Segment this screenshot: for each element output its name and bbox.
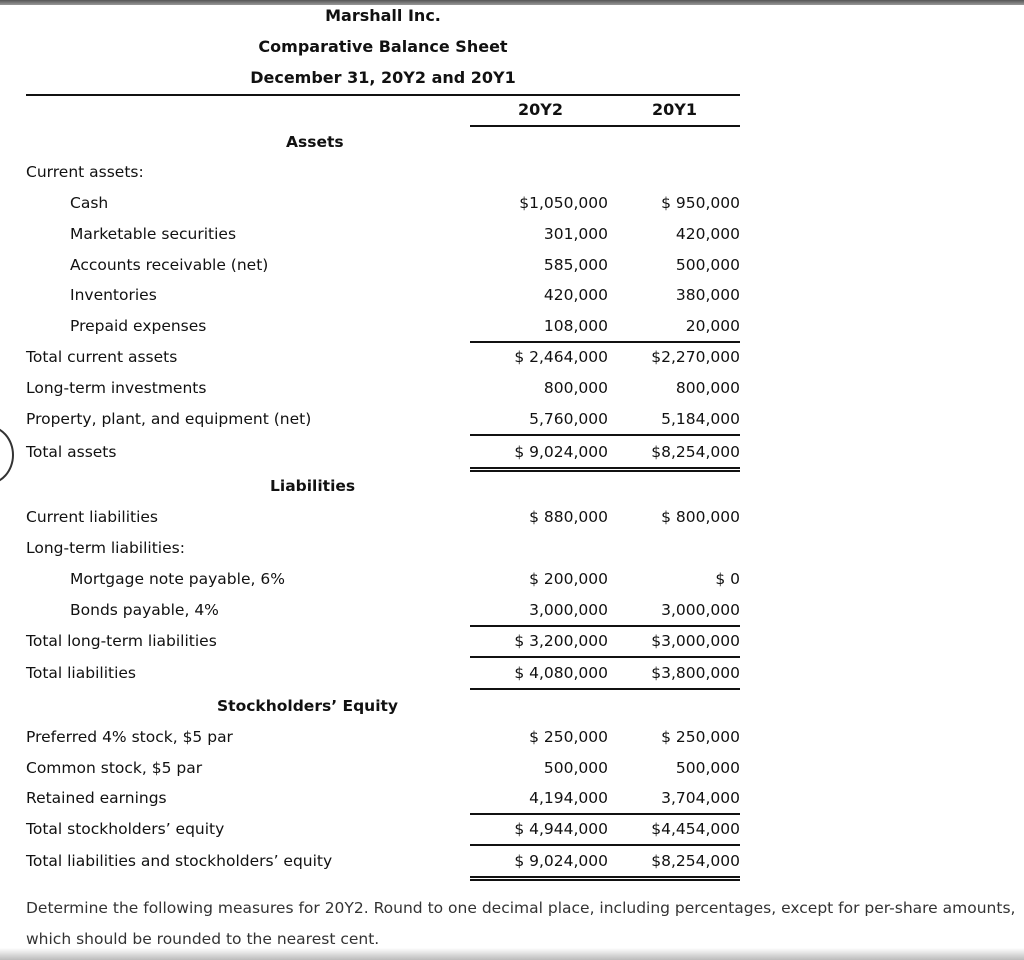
value-20y1: 380,000 [675, 286, 740, 304]
row-label: Inventories [70, 286, 157, 304]
table-row [0, 849, 760, 873]
row-label: Current assets: [26, 163, 144, 181]
table-row [0, 629, 760, 653]
row-label: Total assets [26, 443, 117, 461]
value-20y2: 301,000 [543, 225, 608, 243]
statement-date: December 31, 20Y2 and 20Y1 [250, 68, 516, 87]
value-20y2: 4,194,000 [529, 789, 608, 807]
value-20y1: 3,704,000 [661, 789, 740, 807]
value-20y2: $ 250,000 [529, 728, 608, 746]
table-row [0, 440, 760, 464]
column-header-20y1: 20Y1 [652, 100, 697, 119]
value-20y2: $ 4,080,000 [514, 664, 608, 682]
row-label: Prepaid expenses [70, 317, 207, 335]
table-row [0, 283, 760, 307]
value-20y2: 500,000 [543, 759, 608, 777]
table-row [0, 407, 760, 431]
value-20y2: $ 9,024,000 [514, 852, 608, 870]
table-row [0, 505, 760, 529]
table-row [0, 817, 760, 841]
table-row [0, 160, 760, 184]
row-label: Common stock, $5 par [26, 759, 203, 777]
table-row [0, 661, 760, 685]
row-label: Preferred 4% stock, $5 par [26, 728, 233, 746]
underline [470, 844, 740, 846]
value-20y2: 108,000 [543, 317, 608, 335]
table-row [0, 756, 760, 780]
row-label: Cash [70, 194, 109, 212]
underline [470, 341, 740, 343]
value-20y2: $1,050,000 [519, 194, 608, 212]
table-row [0, 314, 760, 338]
underline [470, 434, 740, 436]
statement-title: Comparative Balance Sheet [258, 37, 508, 56]
table-row [0, 598, 760, 622]
double-underline [470, 467, 740, 469]
value-20y2: $ 3,200,000 [514, 632, 608, 650]
value-20y1: 800,000 [675, 379, 740, 397]
table-row [0, 345, 760, 369]
row-label: Total liabilities and stockholders’ equity [26, 852, 333, 870]
value-20y2: $ 200,000 [529, 570, 608, 588]
value-20y1: 420,000 [675, 225, 740, 243]
double-underline [470, 470, 740, 472]
value-20y1: $2,270,000 [651, 348, 740, 366]
instructions-text: Determine the following measures for 20Y2. Round to one decimal place, including percentages, except for per-share amounts, which should be rounded to the nearest cent. [26, 899, 1016, 948]
row-label: Total liabilities [26, 664, 136, 682]
row-label: Accounts receivable (net) [70, 256, 269, 274]
value-20y1: 500,000 [675, 759, 740, 777]
table-row [0, 725, 760, 749]
value-20y1: $ 800,000 [661, 508, 740, 526]
table-row [0, 253, 760, 277]
value-20y2: $ 4,944,000 [514, 820, 608, 838]
value-20y2: 585,000 [543, 256, 608, 274]
row-label: Bonds payable, 4% [70, 601, 219, 619]
row-label: Total stockholders’ equity [26, 820, 225, 838]
value-20y1: 20,000 [685, 317, 740, 335]
company-name: Marshall Inc. [325, 6, 441, 25]
table-row [0, 376, 760, 400]
window-bottom-edge [0, 948, 1024, 960]
double-underline [470, 879, 740, 881]
value-20y1: $3,000,000 [651, 632, 740, 650]
underline [470, 813, 740, 815]
table-row [0, 567, 760, 591]
underline [470, 688, 740, 690]
underline [470, 625, 740, 627]
value-20y1: $8,254,000 [651, 443, 740, 461]
column-header-rule [470, 125, 740, 127]
row-label: Long-term liabilities: [26, 539, 185, 557]
value-20y1: $ 250,000 [661, 728, 740, 746]
section-heading: Assets [286, 133, 344, 151]
row-label: Mortgage note payable, 6% [70, 570, 285, 588]
table-row [0, 536, 760, 560]
underline [470, 656, 740, 658]
value-20y1: $ 950,000 [661, 194, 740, 212]
value-20y1: $ 0 [715, 570, 740, 588]
row-label: Total current assets [26, 348, 178, 366]
value-20y2: $ 9,024,000 [514, 443, 608, 461]
row-label: Long-term investments [26, 379, 207, 397]
table-row [0, 786, 760, 810]
value-20y2: $ 880,000 [529, 508, 608, 526]
section-heading: Stockholders’ Equity [217, 697, 399, 715]
row-label: Property, plant, and equipment (net) [26, 410, 312, 428]
value-20y1: $4,454,000 [651, 820, 740, 838]
value-20y2: 800,000 [543, 379, 608, 397]
section-heading-row [0, 694, 760, 718]
value-20y1: $8,254,000 [651, 852, 740, 870]
row-label: Total long-term liabilities [26, 632, 217, 650]
row-label: Marketable securities [70, 225, 237, 243]
value-20y1: 5,184,000 [661, 410, 740, 428]
value-20y1: 500,000 [675, 256, 740, 274]
row-label: Retained earnings [26, 789, 167, 807]
section-heading: Liabilities [270, 477, 356, 495]
double-underline [470, 876, 740, 878]
section-heading-row [0, 474, 760, 498]
table-row [0, 191, 760, 215]
value-20y2: $ 2,464,000 [514, 348, 608, 366]
value-20y1: 3,000,000 [661, 601, 740, 619]
value-20y2: 420,000 [543, 286, 608, 304]
value-20y2: 3,000,000 [529, 601, 608, 619]
value-20y2: 5,760,000 [529, 410, 608, 428]
column-header-20y2: 20Y2 [518, 100, 563, 119]
value-20y1: $3,800,000 [651, 664, 740, 682]
table-row [0, 222, 760, 246]
window-top-edge [0, 0, 1024, 5]
section-heading-row [0, 130, 760, 154]
header-rule [26, 94, 740, 96]
row-label: Current liabilities [26, 508, 159, 526]
